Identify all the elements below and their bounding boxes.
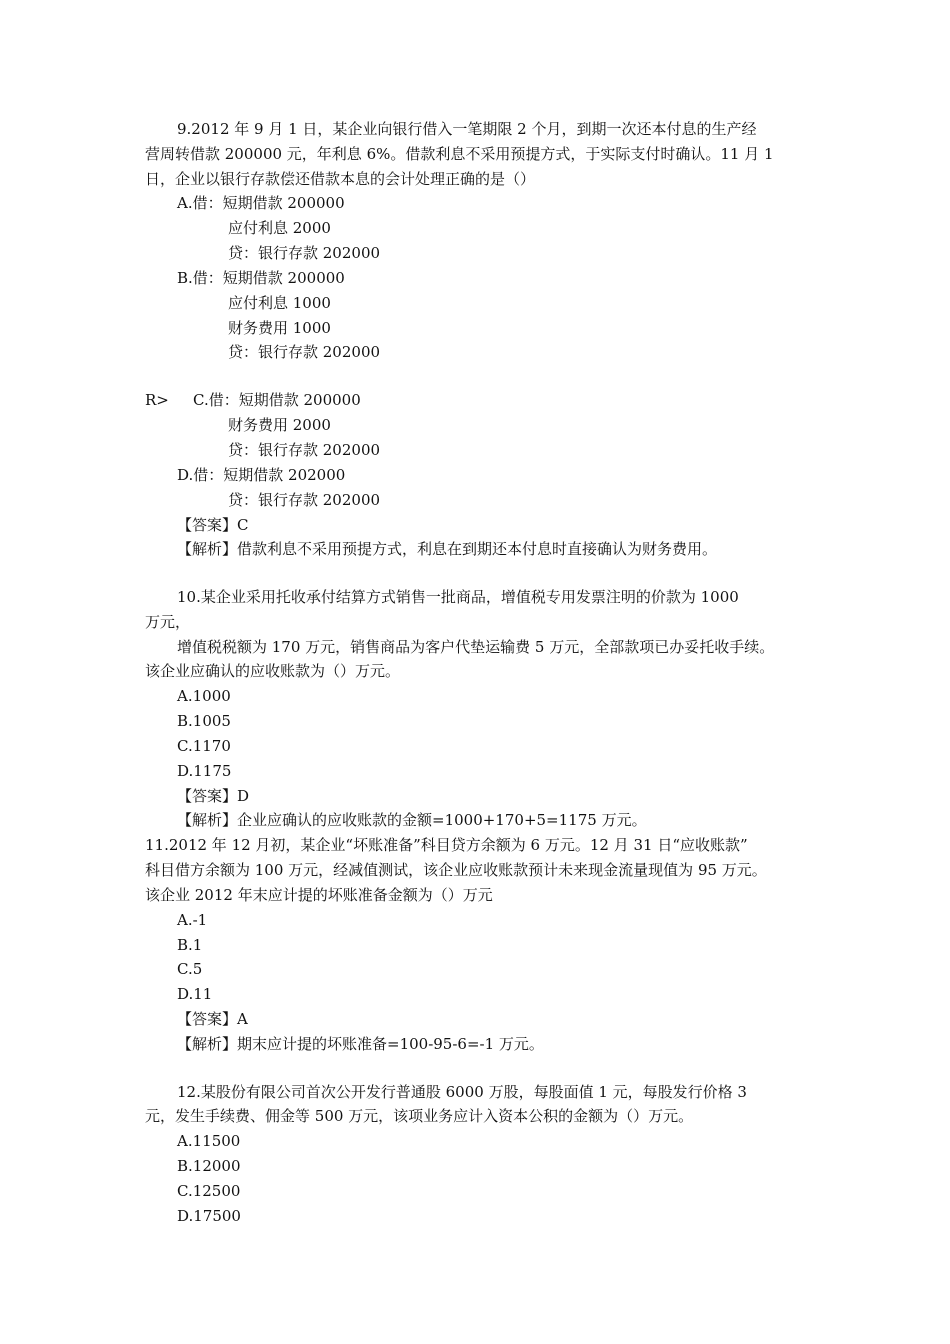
q10-answer: 【答案】D xyxy=(177,787,250,805)
q9-option-b: B.借：短期借款 200000 xyxy=(177,269,345,287)
margin-marker: R> xyxy=(145,391,169,409)
q9-analysis: 【解析】借款利息不采用预提方式，利息在到期还本付息时直接确认为财务费用。 xyxy=(177,540,718,558)
q9-stem-line-2: 营周转借款 200000 元，年利息 6%。借款利息不采用预提方式，于实际支付时确认。11 月 1 xyxy=(145,145,774,163)
q11-stem-line-2: 科目借方余额为 100 万元，经减值测试，该企业应收账款预计未来现金流量现值为 95 万元。 xyxy=(145,861,767,879)
q12-option-c: C.12500 xyxy=(177,1182,241,1200)
q9-stem-line-1: 9.2012 年 9 月 1 日，某企业向银行借入一笔期限 2 个月，到期一次还本付息的生产经 xyxy=(177,120,757,138)
q12-option-b: B.12000 xyxy=(177,1157,241,1175)
q11-stem-line-1: 11.2012 年 12 月初，某企业“坏账准备”科目贷方余额为 6 万元。12 月 31 日“应收账款” xyxy=(145,836,748,854)
q9-option-a-line-3: 贷：银行存款 202000 xyxy=(228,244,381,262)
q10-option-c: C.1170 xyxy=(177,737,231,755)
q11-option-b: B.1 xyxy=(177,936,203,954)
q9-option-a-line-2: 应付利息 2000 xyxy=(228,219,331,237)
q10-option-b: B.1005 xyxy=(177,712,231,730)
q11-option-c: C.5 xyxy=(177,960,203,978)
q10-option-a: A.1000 xyxy=(177,687,231,705)
q11-option-d: D.11 xyxy=(177,985,213,1003)
q10-stem-line-3: 增值税税额为 170 万元，销售商品为客户代垫运输费 5 万元，全部款项已办妥托收手续。 xyxy=(177,638,775,656)
q9-option-c-line-3: 贷：银行存款 202000 xyxy=(228,441,381,459)
q9-option-c-line-2: 财务费用 2000 xyxy=(228,416,331,434)
q10-stem-line-2: 万元， xyxy=(145,613,191,631)
q9-option-b-line-2: 应付利息 1000 xyxy=(228,294,331,312)
q9-option-c: C.借：短期借款 200000 xyxy=(193,391,361,409)
q11-stem-line-3: 该企业 2012 年末应计提的坏账准备金额为（）万元 xyxy=(145,886,493,904)
q9-answer: 【答案】C xyxy=(177,516,249,534)
q9-option-d: D.借：短期借款 202000 xyxy=(177,466,346,484)
q9-option-d-line-2: 贷：银行存款 202000 xyxy=(228,491,381,509)
q11-option-a: A.-1 xyxy=(177,911,208,929)
q10-stem-line-4: 该企业应确认的应收账款为（）万元。 xyxy=(145,662,401,680)
q9-option-b-line-4: 贷：银行存款 202000 xyxy=(228,343,381,361)
q12-option-a: A.11500 xyxy=(177,1132,241,1150)
q11-analysis: 【解析】期末应计提的坏账准备=100-95-6=-1 万元。 xyxy=(177,1035,544,1053)
q9-stem-line-3: 日，企业以银行存款偿还借款本息的会计处理正确的是（） xyxy=(145,170,536,188)
q11-answer: 【答案】A xyxy=(177,1010,248,1028)
q12-option-d: D.17500 xyxy=(177,1207,241,1225)
q10-option-d: D.1175 xyxy=(177,762,232,780)
q10-stem-line-1: 10.某企业采用托收承付结算方式销售一批商品，增值税专用发票注明的价款为 1000 xyxy=(177,588,739,606)
q12-stem-line-1: 12.某股份有限公司首次公开发行普通股 6000 万股，每股面值 1 元，每股发行价格 3 xyxy=(177,1083,747,1101)
q9-option-b-line-3: 财务费用 1000 xyxy=(228,319,331,337)
q10-analysis: 【解析】企业应确认的应收账款的金额=1000+170+5=1175 万元。 xyxy=(177,811,647,829)
q12-stem-line-2: 元，发生手续费、佣金等 500 万元，该项业务应计入资本公积的金额为（）万元。 xyxy=(145,1107,694,1125)
q9-option-a: A.借：短期借款 200000 xyxy=(177,194,345,212)
